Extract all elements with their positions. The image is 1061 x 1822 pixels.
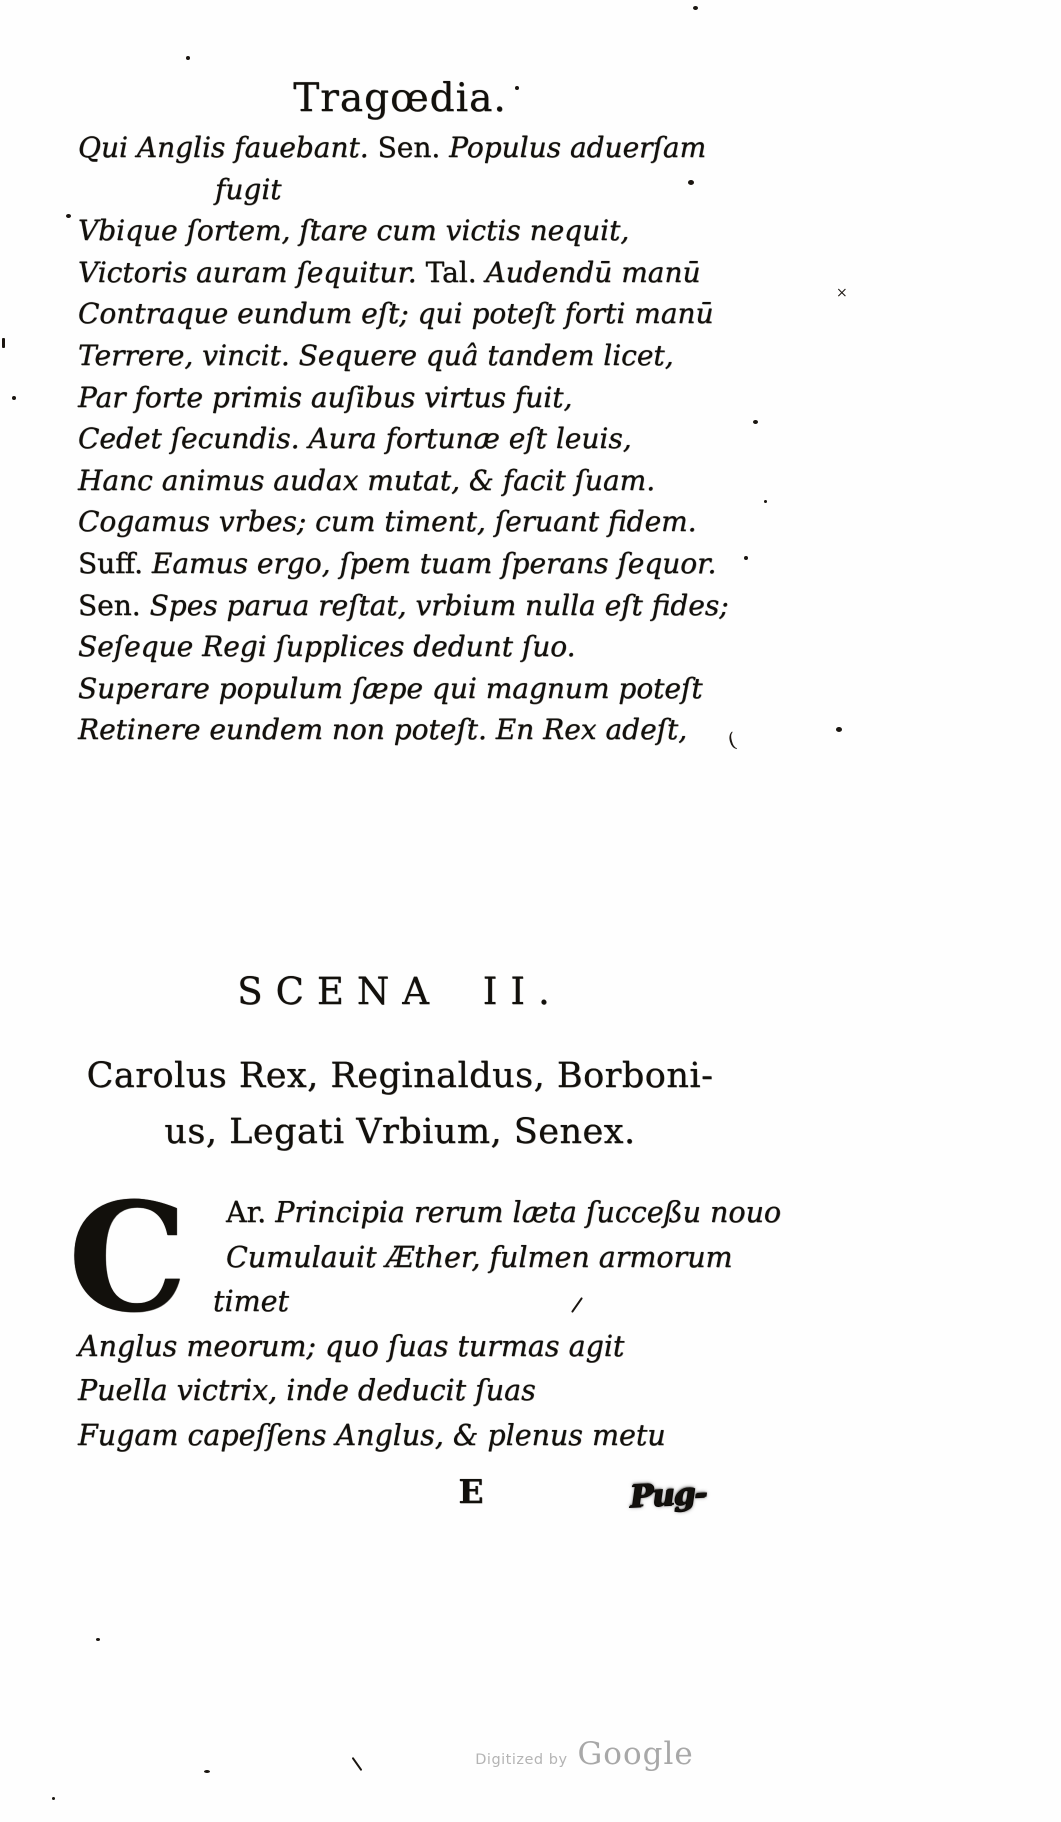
text-line: Vbique ſortem, ſtare cum victis nequit,	[78, 214, 630, 248]
google-watermark	[54, 1736, 1061, 1772]
ink-speck	[744, 556, 748, 560]
signature-mark: E	[458, 1472, 484, 1511]
text-line: Contraque eundum eſt; qui poteſt forti manū	[78, 297, 714, 331]
text-line: timet	[213, 1285, 289, 1318]
text-line: Cogamus vrbes; cum timent, ſeruant fidem.	[78, 505, 697, 539]
speech-block	[78, 1196, 1041, 1463]
ink-speck	[515, 86, 519, 90]
text-line: Ar. Principia rerum læta ſucceßu nouo	[226, 1196, 782, 1229]
text-line: Superare populum ſæpe qui magnum poteſt	[78, 671, 703, 705]
text-line: Qui Anglis fauebant. Sen. Populus aduerſam	[78, 131, 707, 164]
ink-speck	[96, 1638, 100, 1641]
ink-speck	[693, 6, 698, 10]
speaker-abbr: Sen.	[78, 588, 141, 622]
ink-speck	[764, 500, 767, 503]
speaker-abbr: Sen.	[377, 131, 441, 164]
text-line: Retinere eundem non poteſt. En Rex adeſt,	[78, 713, 688, 747]
ink-speck	[12, 396, 16, 400]
text-line: Puella victrix, inde deducit ſuas	[78, 1374, 536, 1407]
cast-line: us, Legati Vrbium, Senex.	[164, 1112, 636, 1152]
text-line: Terrere, vincit. Sequere quâ tandem licet,	[78, 338, 674, 372]
verse-block	[78, 131, 1041, 755]
ink-speck	[688, 180, 694, 185]
ink-speck	[2, 338, 5, 348]
ink-speck	[836, 727, 842, 732]
speaker-abbr: Ar.	[226, 1196, 267, 1229]
ink-speck	[204, 1770, 210, 1773]
text-line: Cedet ſecundis. Aura fortunæ eſt leuis,	[78, 422, 632, 456]
text-line: Hanc animus audax mutat, & facit ſuam.	[78, 463, 656, 497]
drop-cap-initial: C	[68, 1170, 188, 1346]
cast-line: Carolus Rex, Reginaldus, Borboni-	[86, 1056, 714, 1096]
text-line: Seſeque Regi ſupplices dedunt ſuo.	[78, 630, 576, 664]
ink-speck: ×	[836, 285, 848, 301]
catchword: Pug-	[629, 1475, 708, 1515]
ink-speck	[753, 420, 758, 424]
google-logo: Google	[577, 1736, 694, 1772]
text-line: fugit	[215, 172, 282, 206]
text-line: Fugam capeſſens Anglus, & plenus metu	[78, 1418, 666, 1452]
digitized-by-label: Digitized by	[475, 1752, 568, 1768]
ink-speck	[52, 1797, 55, 1800]
ink-speck	[66, 214, 71, 218]
ink-speck: (	[725, 727, 739, 753]
running-title: Tragœdia.	[293, 76, 507, 121]
cast-list	[80, 1048, 720, 1160]
text-line: Anglus meorum; quo ſuas turmas agit	[78, 1329, 625, 1363]
text-line: Sen. Spes parua reſtat, vrbium nulla eſt fides;	[78, 588, 729, 622]
text-line: Victoris auram ſequitur. Tal. Audendū manū	[78, 255, 701, 289]
text-line: Cumulauit Æther, fulmen armorum	[226, 1240, 733, 1274]
text-line: Suff. Eamus ergo, ſpem tuam ſperans ſequor.	[78, 546, 717, 580]
scene-heading: SCENA II.	[237, 970, 563, 1013]
ink-speck	[186, 56, 190, 60]
speaker-abbr: Tal.	[425, 255, 477, 289]
text-line: Par forte primis auſibus virtus fuit,	[78, 380, 573, 414]
speaker-abbr: Suff.	[78, 546, 144, 580]
